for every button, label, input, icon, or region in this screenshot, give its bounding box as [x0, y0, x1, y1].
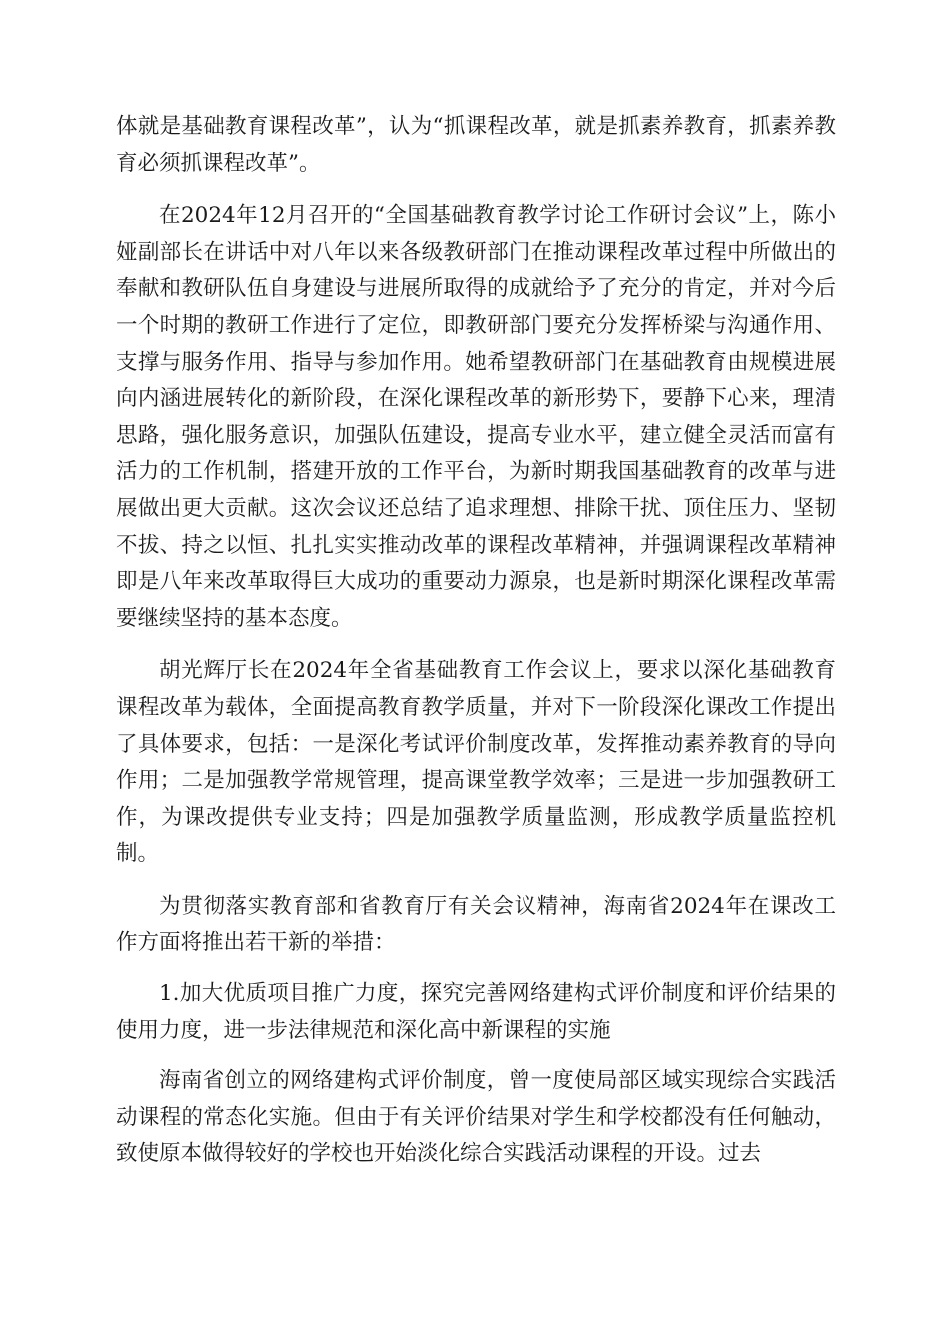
paragraph-item-1-heading: 1.加大优质项目推广力度，探究完善网络建构式评价制度和评价结果的使用力度，进一步法律规范和深化高中新课程的实施 [116, 981, 836, 1043]
paragraph-continuation: 体就是基础教育课程改革”，认为“抓课程改革，就是抓素养教育，抓素养教育必须抓课程改革”。 [116, 114, 836, 176]
paragraph-provincial-meeting: 胡光辉厅长在2024年全省基础教育工作会议上，要求以深化基础教育课程改革为载体，全面提高教育教学质量，并对下一阶段深化课改工作提出了具体要求，包括：一是深化考试评价制度改革，发挥推动素养教育的导向作用；二是加强教学常规管理，提高课堂教学效率；三是进一步加强教研工作，为课改提供专业支持；四是加强教学质量监测，形成教学质量监控机制。 [116, 658, 836, 867]
paragraph-national-meeting: 在2024年12月召开的“全国基础教育教学讨论工作研讨会议”上，陈小娅副部长在讲话中对八年以来各级教研部门在推动课程改革过程中所做出的奉献和教研队伍自身建设与进展所取得的成就给予了充分的肯定，并对今后一个时期的教研工作进行了定位，即教研部门要充分发挥桥梁与沟通作用、支撑与服务作用、指导与参加作用。她希望教研部门在基础教育由规模进展向内涵进展转化的新阶段，在深化课程改革的新形势下，要静下心来，理清思路，强化服务意识，加强队伍建设，提高专业水平，建立健全灵活而富有活力的工作机制，搭建开放的工作平台，为新时期我国基础教育的改革与进展做出更大贡献。这次会议还总结了追求理想、排除干扰、顶住压力、坚韧不拔、持之以恒、扎扎实实推动改革的课程改革精神，并强调课程改革精神即是八年来改革取得巨大成功的重要动力源泉，也是新时期深化课程改革需要继续坚持的基本态度。 [116, 203, 836, 631]
paragraph-evaluation-system: 海南省创立的网络建构式评价制度，曾一度使局部区域实现综合实践活动课程的常态化实施。但由于有关评价结果对学生和学校都没有任何触动，致使原本做得较好的学校也开始淡化综合实践活动课程的开设。过去 [116, 1068, 836, 1167]
document-body [116, 109, 836, 1173]
paragraph-hainan-measures: 为贯彻落实教育部和省教育厅有关会议精神，海南省2024年在课改工作方面将推出若干新的举措： [116, 893, 836, 956]
